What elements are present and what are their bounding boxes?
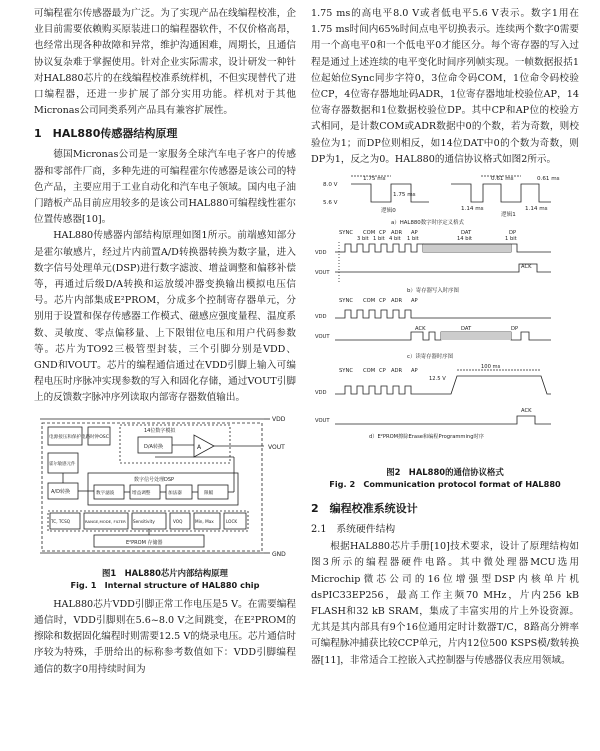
fig2b-vdd: VDD — [315, 250, 327, 257]
fig1-pin-2: Sensitivity — [133, 518, 155, 524]
fig2d-f4: AP — [411, 368, 418, 375]
fig1-pin-5: LOCK — [226, 518, 238, 524]
fig1-ad-label: A/D转换 — [51, 488, 70, 495]
fig2b-b1: 1 bit — [373, 236, 385, 243]
section-2-1-heading: 2.1 系统硬件结构 — [311, 524, 396, 536]
fig2c-vout: VOUT — [315, 334, 330, 341]
fig2b-f1: COM — [363, 230, 376, 237]
fig2-t061a: 0.61 ms — [491, 176, 514, 183]
fig2-sub-a: a）HAL880数字时序定义格式 — [391, 220, 464, 227]
fig2c-vdd: VDD — [315, 314, 327, 321]
fig2c-f1: COM — [363, 298, 376, 305]
fig2b-f5: DAT — [461, 230, 472, 237]
fig1-pin-0: TC, TCSQ — [51, 518, 71, 524]
fig2-t061b: 0.61 ms — [537, 176, 560, 183]
paragraph-micronas: 德国Micronas公司是一家服务全球汽车电子客户的传感器和零部件厂商，多种先进的可编程霍尔传感器是该公司的特色产品，主要应用于工业自动化和汽车电子领域。国内电子油门踏板产品目前应用较多的是该公司HAL880可编程线性霍尔位置传感器[10]。 — [34, 149, 296, 226]
figure-2-diagram — [311, 172, 579, 460]
fig1-dsp-item-2: 加法器 — [168, 490, 182, 496]
intro-paragraph: 可编程霍尔传感器最为广泛。为了实现产品在线编程校准，企业目前需要依赖购买原装进口的编程器软件，不仅价格高昂，也经常出现各种故障和异常，维护沟通困难，周期长，且通信协议复杂难于掌握使用。针对企业实际需求，设计研发一种针对HAL880芯片的在线编程校准系统样机，不但实现替代了进口编程器，还进一步扩展了部分实用功能。样机对于其他Micronas公司同类系列产品具有兼容扩展性。 — [34, 8, 296, 117]
fig2c-f3: ADR — [391, 298, 403, 305]
paragraph-structure: HAL880传感器内部结构原理如图1所示。前端感知部分是霍尔敏感片，经过片内前置A/D转换器转换为数字量，进入数字信号处理单元(DSP)进行数字滤波、增益调整和偏移补偿等，再通过后级D/A转换和运放缓冲器变换输出模拟电压信号。芯片内部集成E²PROM，分成多个控制寄存器单元，分别用于设置和保存传感器工作模式、磁感应强度量程、温度系数、灵敏度、零点偏移量、上下限钳位电压和用户代码参数等。芯片为TO92三极管型封装，三个引脚分别是VDD、GND和VOUT。芯片的编程通信通过在VDD引脚上输入可编程电压时序脉冲实现参数的写入和固化存储，通过VOUT引脚上的反馈数字脉冲序列读取内部寄存器数值输出。 — [34, 230, 296, 404]
fig1-pin-3: VOQ — [173, 518, 183, 524]
fig2c-dat: DAT — [461, 326, 472, 333]
fig1-hall-label: 霍尔敏感元件 — [49, 461, 76, 467]
fig2-logic0: 逻辑0 — [381, 208, 396, 215]
fig2c-dp: DP — [511, 326, 519, 333]
figure-1 — [34, 411, 296, 565]
fig2-t114b: 1.14 ms — [525, 206, 548, 213]
fig1-dsp-item-1: 增益调整 — [132, 490, 151, 496]
fig2d-f1: COM — [363, 368, 376, 375]
fig2b-f2: CP — [379, 230, 386, 237]
fig2d-f3: ADR — [391, 368, 403, 375]
fig1-gnd-label: GND — [272, 550, 286, 558]
fig1-pin-1: RANGE,MODE, FILTER — [85, 518, 126, 524]
figure-2 — [311, 172, 579, 466]
fig2b-b5: 1 bit — [505, 236, 517, 243]
fig2b-f3: ADR — [391, 230, 403, 237]
fig1-eeprom-label: E²PROM 存储器 — [126, 539, 163, 546]
chip-outline — [42, 423, 262, 551]
fig2d-vout: VOUT — [315, 418, 330, 425]
fig2d-vdd: VDD — [315, 390, 327, 397]
fig2b-waveform — [335, 242, 551, 282]
fig2b-b4: 14 bit — [457, 236, 473, 243]
figure-1-caption-en: Fig. 1 Internal structure of HAL880 chip — [70, 579, 260, 590]
fig1-amp-label: A — [197, 443, 202, 451]
fig2b-vout: VOUT — [315, 270, 330, 277]
fig2c-f2: CP — [379, 298, 386, 305]
fig2-t175a: 1.75 ms — [363, 176, 386, 183]
fig1-e14-label: 14位数字模拟 — [144, 427, 176, 434]
fig2b-f4: AP — [411, 230, 418, 237]
fig2c-ack: ACK — [415, 326, 426, 333]
fig2b-b2: 4 bit — [389, 236, 401, 243]
figure-2-caption-en: Fig. 2 Communication protocol format of HAL880 — [329, 479, 561, 490]
section-2-heading: 2 编程校准系统设计 — [311, 502, 418, 516]
fig2d-f0: SYNC — [339, 368, 353, 375]
fig2b-b3: 1 bit — [407, 236, 419, 243]
paragraph-protocol: 1.75 ms的高电平8.0 V或者低电平5.6 V表示。数字1用在1.75 ms时间内65%时间点电平切换表示。连续两个数字0需要用一个高电平0和一个低电平0才能区分。每个寄存器的写入过程是通过上述连续的电平变化时间序列帧实现。一帧数据报括1位起始位Sync同步字符0，3位命令码COM，1位命令码校验位CP，4位寄存器地址码ADR，1位寄存器地址校验位AP，14位寄存器数据和1位数据校验位DP。其中CP和AP位的校验方式相同，是计数COM或ADR数据中0的个数，若为奇数，则校验位为1；而DP位则相反，如14位DAT中0的个数为奇数，则DP为1，反之为0。HAL880的通信协议格式如图2所示。 — [311, 8, 579, 165]
fig1-osc-label: 时钟OSC — [90, 434, 109, 440]
fig2c-f0: SYNC — [339, 298, 353, 305]
fig2d-v125: 12.5 V — [429, 376, 446, 383]
fig2-sub-b: b）寄存器写入时序图 — [407, 288, 459, 295]
fig1-vdd-label: VDD — [272, 415, 286, 423]
fig2-sub-c: c）读寄存器时序图 — [407, 354, 454, 361]
fig2b-ack: ACK — [521, 264, 532, 271]
right-column — [311, 6, 579, 669]
fig2c-waveform — [335, 310, 551, 340]
fig2b-f6: DP — [509, 230, 517, 237]
left-column — [34, 6, 296, 678]
fig1-da-label: D/A转换 — [144, 443, 163, 450]
fig2b-f0: SYNC — [339, 230, 353, 237]
fig2-logic1: 逻辑1 — [501, 212, 516, 219]
fig1-dsp-label: 数字信号处理DSP — [134, 476, 175, 483]
fig1-vout-label: VOUT — [268, 443, 285, 451]
fig2d-f2: CP — [379, 368, 386, 375]
fig1-dsp-item-0: 数字滤波 — [96, 490, 115, 496]
paragraph-vdd-timing: HAL880芯片VDD引脚正常工作电压是5 V。在需要编程通信时，VDD引脚则在5.6~8.0 V之间跳变，在E²PROM的擦除和数据固化编程时则需要12.5 V的烧录电压。芯片通信时序较为特殊，手册给出的标称参考数值如下：VDD引脚编程通信的数字0用持续时间为 — [34, 598, 296, 675]
figure-1-caption: 图1 HAL880芯片内部结构原理 — [102, 567, 228, 578]
fig2-sub-d: d）E²PROM擦除Erase和编程Programming时序 — [369, 434, 484, 441]
figure-1-diagram — [34, 411, 296, 559]
section-1-heading: 1 HAL880传感器结构原理 — [34, 127, 178, 141]
fig2c-f4: AP — [411, 298, 418, 305]
fig2-vhi: 8.0 V — [323, 182, 338, 189]
figure-2-caption: 图2 HAL880的通信协议格式 — [386, 467, 504, 478]
fig2-t175b: 1.75 ms — [393, 192, 416, 199]
fig2d-ack: ACK — [521, 408, 532, 415]
fig1-dsp-item-3: 限幅 — [204, 490, 214, 496]
fig1-pin-4: Min, Max — [195, 518, 214, 524]
fig2b-b0: 3 bit — [357, 236, 369, 243]
fig1-power-label: 电源接压和保护电路 — [49, 434, 91, 440]
fig2-vlo: 5.6 V — [323, 200, 338, 207]
fig2-t114a: 1.14 ms — [461, 206, 484, 213]
fig2d-t100: 100 ms — [481, 364, 501, 371]
paragraph-hardware: 根据HAL880芯片手册[10]技术要求，设计了原理结构如图3所示的编程器硬件电路。其中微处理器MCU选用Microchip微芯公司的16位增强型DSP内核单片机dsPIC33EP256，最高工作主频70 MHz，片内256 kB FLASH和32 kB SRAM，集成了丰富实用的片上外设资源。尤其是其内部具有9个16位通用定时计数器T/C，8路高分辨率可编程脉冲捕获比较CCP单元，片内12位500 KSPS模/数转换器[11]，非常适合工控嵌入式控制器与传感器仪表应用领域。 — [311, 541, 579, 666]
